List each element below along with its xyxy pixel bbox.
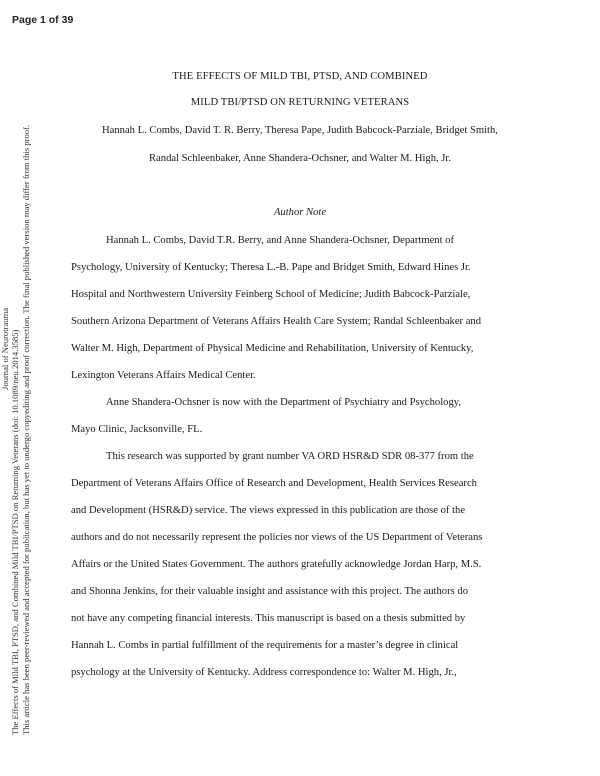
- affiliation-line: Southern Arizona Department of Veterans Affairs Health Care System; Randal Schleenbaker and: [71, 316, 481, 327]
- funding-line: and Development (HSR&D) service. The views expressed in this publication are those of the: [71, 505, 466, 516]
- funding-line: and Shonna Jenkins, for their valuable insight and assistance with this project. The authors do: [71, 586, 468, 597]
- current-affiliation-line: Anne Shandera-Ochsner is now with the Department of Psychiatry and Psychology,: [106, 397, 462, 408]
- author-list-line-1: Hannah L. Combs, David T. R. Berry, Theresa Pape, Judith Babcock-Parziale, Bridget Smith,: [102, 125, 498, 136]
- funding-line: Department of Veterans Affairs Office of Research and Development, Health Services Research: [71, 478, 477, 489]
- affiliation-line: Walter M. High, Department of Physical Medicine and Rehabilitation, University of Kentucky,: [71, 343, 474, 354]
- funding-line: not have any competing financial interests. This manuscript is based on a thesis submitted by: [71, 613, 466, 624]
- funding-line: authors and do not necessarily represent the policies nor views of the US Department of Veterans: [71, 532, 483, 543]
- funding-line: psychology at the University of Kentucky. Address correspondence to: Walter M. High, Jr.,: [71, 667, 457, 678]
- affiliation-line: Psychology, University of Kentucky; Theresa L.-B. Pape and Bridget Smith, Edward Hines Jr.: [71, 262, 471, 273]
- affiliation-line: Hospital and Northwestern University Feinberg School of Medicine; Judith Babcock-Parziale,: [71, 289, 471, 300]
- author-note-heading: Author Note: [273, 207, 327, 218]
- affiliation-line: Hannah L. Combs, David T.R. Berry, and Anne Shandera-Ochsner, Department of: [106, 235, 454, 246]
- proof-disclaimer: This article has been peer-reviewed and accepted for publication, but has yet to undergo copyediting and proof correction. The final published version may differ from this proof.: [20, 124, 31, 735]
- current-affiliation-line: Mayo Clinic, Jacksonville, FL.: [71, 424, 203, 435]
- author-list-line-2: Randal Schleenbaker, Anne Shandera-Ochsner, and Walter M. High, Jr.: [149, 153, 451, 164]
- funding-line: Hannah L. Combs in partial fulfillment of the requirements for a master’s degree in clinical: [71, 640, 459, 651]
- journal-name: Journal of Neurotrauma: [0, 307, 10, 390]
- funding-line: This research was supported by grant number VA ORD HSR&D SDR 08-377 from the: [106, 451, 474, 462]
- paper-title-line-2: MILD TBI/PTSD ON RETURNING VETERANS: [190, 97, 410, 108]
- page-counter: Page 1 of 39: [12, 14, 74, 26]
- affiliation-line: Lexington Veterans Affairs Medical Center.: [71, 370, 256, 381]
- paper-title-line-1: THE EFFECTS OF MILD TBI, PTSD, AND COMBINED: [172, 71, 428, 82]
- article-citation: The Effects of Mild TBI, PTSD, and Combined Mild TBI/PTSD on Returning Veterans (doi: 10.1089/neu.2014.3585): [10, 329, 21, 735]
- journal-margin-note: [0, 0, 60, 735]
- funding-line: Affairs or the United States Government. The authors gratefully acknowledge Jordan Harp, M.S.: [71, 559, 482, 570]
